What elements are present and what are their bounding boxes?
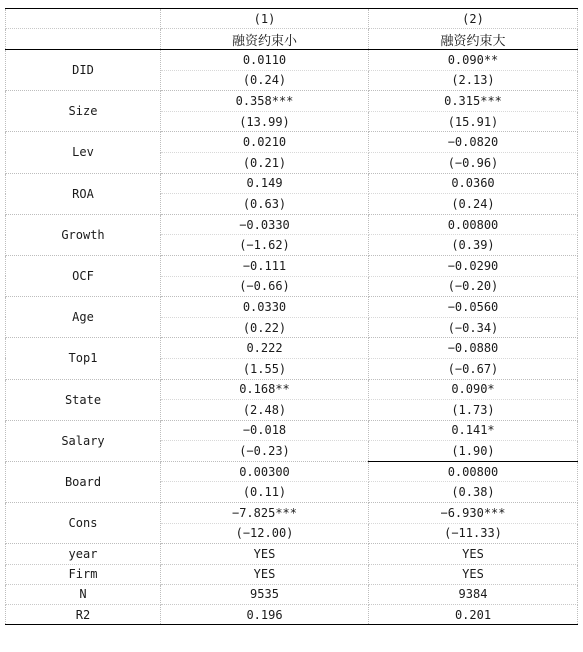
footer-label: R2 <box>6 605 161 625</box>
variable-label: State <box>6 379 161 420</box>
coef-cell-1: −0.0330 <box>161 214 369 235</box>
footer-cell-1: YES <box>161 544 369 564</box>
tstat-cell-2: (15.91) <box>369 111 578 132</box>
tstat-cell-2: (2.13) <box>369 70 578 91</box>
coef-cell-1: 0.0110 <box>161 50 369 71</box>
tstat-cell-2: (−0.96) <box>369 152 578 173</box>
header-group2: 融资约束大 <box>369 29 578 50</box>
footer-cell-2: YES <box>369 564 578 584</box>
header-col1: (1) <box>161 9 369 29</box>
coef-cell-1: 0.0210 <box>161 132 369 153</box>
footer-label: N <box>6 584 161 604</box>
coef-cell-1: 0.168** <box>161 379 369 400</box>
tstat-cell-1: (0.22) <box>161 317 369 338</box>
table-row-coef <box>6 461 578 482</box>
tstat-cell-2: (0.24) <box>369 194 578 215</box>
variable-label: Growth <box>6 214 161 255</box>
footer-cell-2: 9384 <box>369 584 578 604</box>
coef-cell-2: 0.090* <box>369 379 578 400</box>
variable-label: Size <box>6 91 161 132</box>
variable-label: Lev <box>6 132 161 173</box>
table-row-coef <box>6 420 578 441</box>
header-group1: 融资约束小 <box>161 29 369 50</box>
coef-cell-1: −0.111 <box>161 255 369 276</box>
footer-cell-2: YES <box>369 544 578 564</box>
coef-cell-2: 0.00800 <box>369 461 578 482</box>
footer-label: Firm <box>6 564 161 584</box>
tstat-cell-1: (−12.00) <box>161 523 369 544</box>
header-row-groups <box>6 29 578 50</box>
table-row-coef <box>6 214 578 235</box>
coef-cell-1: 0.222 <box>161 338 369 359</box>
coef-cell-1: 0.358*** <box>161 91 369 112</box>
variable-label: Board <box>6 461 161 502</box>
tstat-cell-2: (1.90) <box>369 441 578 462</box>
variable-label: DID <box>6 50 161 91</box>
tstat-cell-1: (0.11) <box>161 482 369 503</box>
variable-label: Salary <box>6 420 161 461</box>
coef-cell-2: 0.00800 <box>369 214 578 235</box>
variable-label: Age <box>6 297 161 338</box>
coef-cell-2: −0.0820 <box>369 132 578 153</box>
table-row-coef <box>6 338 578 359</box>
coef-cell-2: −6.930*** <box>369 503 578 524</box>
header-empty-cell <box>6 29 161 50</box>
coef-cell-2: −0.0880 <box>369 338 578 359</box>
tstat-cell-1: (−0.23) <box>161 441 369 462</box>
variable-label: ROA <box>6 173 161 214</box>
coef-cell-2: −0.0560 <box>369 297 578 318</box>
tstat-cell-1: (0.24) <box>161 70 369 91</box>
coef-cell-1: 0.00300 <box>161 461 369 482</box>
regression-table-container <box>5 8 577 625</box>
footer-cell-2: 0.201 <box>369 605 578 625</box>
footer-cell-1: YES <box>161 564 369 584</box>
tstat-cell-1: (0.63) <box>161 194 369 215</box>
header-col2: (2) <box>369 9 578 29</box>
tstat-cell-1: (−1.62) <box>161 235 369 256</box>
table-row-footer <box>6 544 578 564</box>
coef-cell-2: 0.315*** <box>369 91 578 112</box>
tstat-cell-1: (0.21) <box>161 152 369 173</box>
table-row-coef <box>6 132 578 153</box>
coef-cell-2: 0.090** <box>369 50 578 71</box>
footer-cell-1: 0.196 <box>161 605 369 625</box>
footer-label: year <box>6 544 161 564</box>
tstat-cell-1: (1.55) <box>161 358 369 379</box>
footer-cell-1: 9535 <box>161 584 369 604</box>
coef-cell-1: 0.149 <box>161 173 369 194</box>
table-row-footer <box>6 605 578 625</box>
table-row-coef <box>6 503 578 524</box>
header-empty-cell <box>6 9 161 29</box>
table-row-coef <box>6 255 578 276</box>
coef-cell-2: 0.0360 <box>369 173 578 194</box>
table-row-footer <box>6 584 578 604</box>
table-row-coef <box>6 297 578 318</box>
tstat-cell-1: (−0.66) <box>161 276 369 297</box>
coef-cell-2: 0.141* <box>369 420 578 441</box>
coef-cell-1: −7.825*** <box>161 503 369 524</box>
table-row-coef <box>6 91 578 112</box>
tstat-cell-2: (−11.33) <box>369 523 578 544</box>
tstat-cell-2: (−0.67) <box>369 358 578 379</box>
table-row-coef <box>6 173 578 194</box>
coef-cell-1: −0.018 <box>161 420 369 441</box>
tstat-cell-2: (−0.20) <box>369 276 578 297</box>
header-row-model-numbers <box>6 9 578 29</box>
variable-label: Cons <box>6 503 161 544</box>
table-row-coef <box>6 50 578 71</box>
table-row-coef <box>6 379 578 400</box>
tstat-cell-1: (13.99) <box>161 111 369 132</box>
coef-cell-1: 0.0330 <box>161 297 369 318</box>
tstat-cell-2: (1.73) <box>369 400 578 421</box>
table-row-footer <box>6 564 578 584</box>
tstat-cell-2: (−0.34) <box>369 317 578 338</box>
tstat-cell-2: (0.38) <box>369 482 578 503</box>
tstat-cell-1: (2.48) <box>161 400 369 421</box>
coef-cell-2: −0.0290 <box>369 255 578 276</box>
variable-label: OCF <box>6 255 161 296</box>
tstat-cell-2: (0.39) <box>369 235 578 256</box>
variable-label: Top1 <box>6 338 161 379</box>
regression-table <box>5 8 578 625</box>
